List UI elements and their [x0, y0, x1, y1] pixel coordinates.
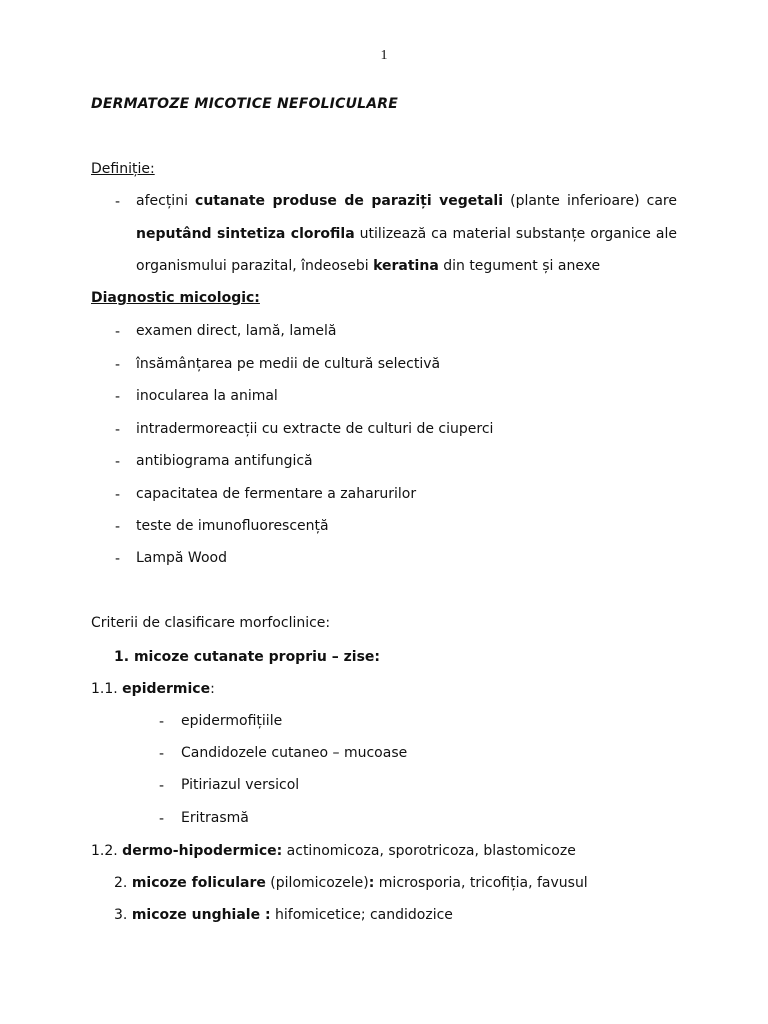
section-number: 1.: [114, 649, 130, 665]
classification-heading: Criterii de clasificare morfoclinice:: [91, 615, 331, 631]
definition-heading: Definiție:: [91, 161, 155, 177]
definition-text: utilizează ca material substanțe organice ale: [354, 226, 677, 242]
definition-text: din tegument și anexe: [438, 258, 601, 274]
section-text: (pilomicozele): [265, 875, 369, 891]
list-item: inocularea la animal: [136, 388, 278, 404]
list-item: epidermofițiile: [181, 713, 283, 729]
definition-bold-text: neputând sintetiza clorofila: [136, 226, 355, 242]
section-label: micoze cutanate propriu – zise:: [133, 649, 380, 665]
definition-bold-text: keratina: [373, 258, 439, 274]
list-dash: -: [159, 778, 165, 794]
list-dash: -: [159, 811, 165, 827]
page-number: 1: [380, 48, 388, 63]
definition-text: afecțini: [136, 193, 196, 209]
list-dash: -: [115, 487, 121, 503]
list-dash: -: [115, 422, 121, 438]
list-item: intradermoreacții cu extracte de culturi de ciuperci: [136, 421, 494, 437]
section-2: [114, 875, 588, 891]
definition-text: organismului parazital, îndeosebi: [136, 258, 374, 274]
list-item: însămânțarea pe medii de cultură selectivă: [136, 356, 441, 372]
list-dash: -: [159, 746, 165, 762]
diagnostic-heading: Diagnostic micologic:: [91, 290, 260, 306]
list-item: Pitiriazul versicol: [181, 777, 300, 793]
section-1-2: [91, 843, 576, 859]
list-item: examen direct, lamă, lamelă: [136, 323, 337, 339]
list-item: teste de imunofluorescență: [136, 518, 329, 534]
list-dash: -: [115, 357, 121, 373]
section-label: micoze foliculare: [131, 875, 266, 891]
list-item: antibiograma antifungică: [136, 453, 313, 469]
list-dash: -: [115, 519, 121, 535]
document-title: DERMATOZE MICOTICE NEFOLICULARE: [91, 96, 399, 112]
section-number: 1.1.: [91, 681, 118, 697]
section-text: microsporia, tricofiția, favusul: [374, 875, 588, 891]
list-dash: -: [115, 324, 121, 340]
section-1: [114, 649, 380, 665]
section-number: 3.: [114, 907, 128, 923]
list-dash: -: [159, 714, 165, 730]
section-suffix: :: [210, 681, 215, 697]
list-item: Lampă Wood: [136, 550, 227, 566]
list-item: Candidozele cutaneo – mucoase: [181, 745, 408, 761]
definition-bold-text: cutanate produse de paraziți vegetali: [195, 193, 504, 209]
list-item: capacitatea de fermentare a zaharurilor: [136, 486, 417, 502]
definition-text: (plante inferioare) care: [503, 193, 677, 209]
definition-line-1: [136, 193, 677, 209]
list-dash: -: [115, 551, 121, 567]
section-label: micoze unghiale :: [131, 907, 271, 923]
section-number: 1.2.: [91, 843, 118, 859]
section-label: :: [368, 875, 375, 891]
section-3: [114, 907, 453, 923]
section-label: epidermice: [122, 681, 211, 697]
list-item: Eritrasmă: [181, 810, 249, 826]
list-dash: -: [115, 389, 121, 405]
definition-line-2: [136, 226, 677, 242]
section-number: 2.: [114, 875, 128, 891]
section-text: actinomicoza, sporotricoza, blastomicoze: [282, 843, 576, 859]
definition-line-3: [136, 258, 600, 274]
section-1-1: [91, 681, 215, 697]
list-dash: -: [115, 454, 121, 470]
list-dash: -: [115, 194, 121, 210]
section-label: dermo-hipodermice:: [122, 843, 283, 859]
section-text: hifomicetice; candidozice: [270, 907, 453, 923]
